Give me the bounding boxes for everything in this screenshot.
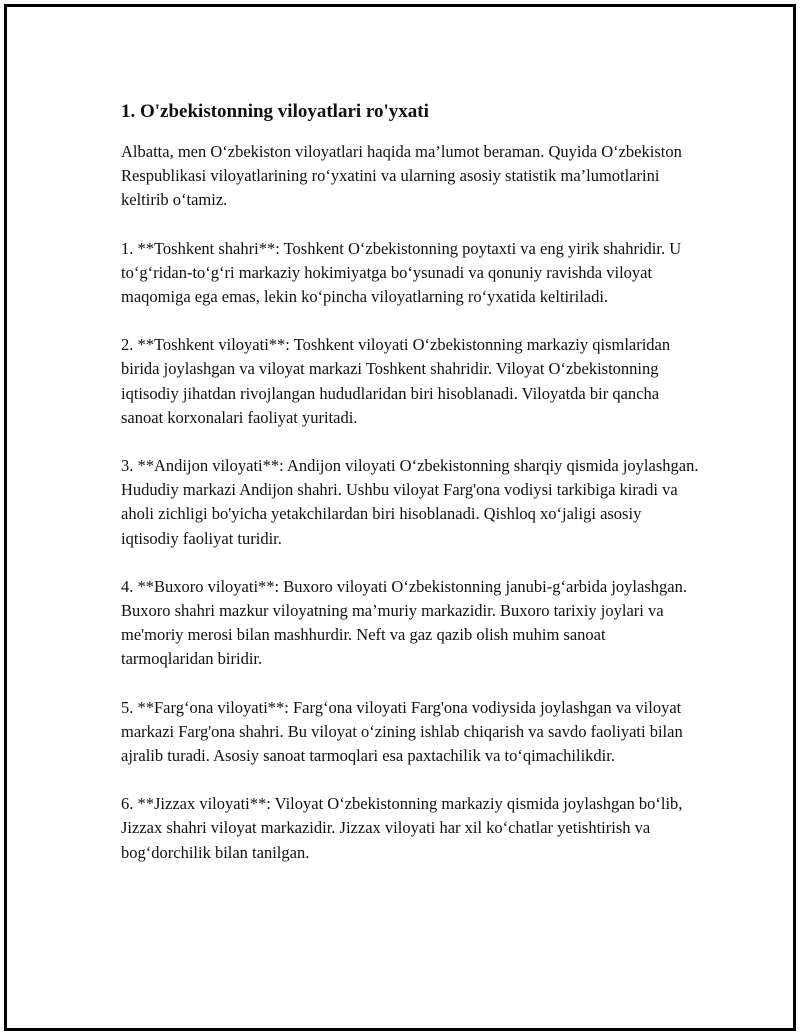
paragraph-andijon-viloyati: 3. **Andijon viloyati**: Andijon viloyati O‘zbekistonning sharqiy qismida joylashgan. Hududiy markazi Andijon shahri. Ushbu viloyat Farg'ona vodiysi tarkibiga kiradi va aholi zichligi bo'yicha yetakchilardan biri hisoblanadi. Qishloq xo‘jaligi asosiy iqtisodiy faoliyat turidir. [121, 456, 699, 548]
intro-paragraph: Albatta, men O‘zbekiston viloyatlari haqida ma’lumot beraman. Quyida O‘zbekiston Respublikasi viloyatlarining ro‘yxatini va ularning asosiy statistik ma’lumotlarini keltirib o‘tamiz. [121, 142, 682, 210]
paragraph-toshkent-viloyati: 2. **Toshkent viloyati**: Toshkent viloyati O‘zbekistonning markaziy qismlaridan birida joylashgan va viloyat markazi Toshkent shahridir. Viloyat O‘zbekistonning iqtisodiy jihatdan rivojlangan hududlaridan biri hisoblanadi. Viloyatda bir qancha sanoat korxonalari faoliyat yuritadi. [121, 335, 671, 427]
paragraph-jizzax-viloyati: 6. **Jizzax viloyati**: Viloyat O‘zbekistonning markaziy qismida joylashgan bo‘lib, Jizzax shahri viloyat markazidir. Jizzax viloyati har xil ko‘chatlar yetishtirish va bog‘dorchilik bilan tanilgan. [121, 794, 683, 862]
document-body [121, 98, 701, 889]
paragraph-fargona-viloyati: 5. **Farg‘ona viloyati**: Farg‘ona viloyati Farg'ona vodiysida joylashgan va viloyat markazi Farg'ona shahri. Bu viloyat o‘zining ishlab chiqarish va savdo faoliyati bilan ajralib turadi. Asosiy sanoat tarmoqlari esa paxtachilik va to‘qimachilikdir. [121, 697, 683, 766]
paragraph-buxoro-viloyati: 4. **Buxoro viloyati**: Buxoro viloyati O‘zbekistonning janubi-g‘arbida joylashgan. Buxoro shahri mazkur viloyatning ma’muriy markazidir. Buxoro tarixiy joylari va me'moriy merosi bilan mashhurdir. Neft va gaz qazib olish muhim sanoat tarmoqlaridan biridir. [121, 576, 687, 669]
paragraph-toshkent-shahri: 1. **Toshkent shahri**: Toshkent O‘zbekistonning poytaxti va eng yirik shahridir. U to‘g‘ridan-to‘g‘ri markaziy hokimiyatga bo‘ysunadi va qonuniy ravishda viloyat maqomiga ega emas, lekin ko‘pincha viloyatlarning ro‘yxatida keltiriladi. [121, 238, 682, 307]
document-title: 1. O'zbekistonning viloyatlari ro'yxati [121, 101, 429, 122]
page-frame [4, 4, 796, 1031]
